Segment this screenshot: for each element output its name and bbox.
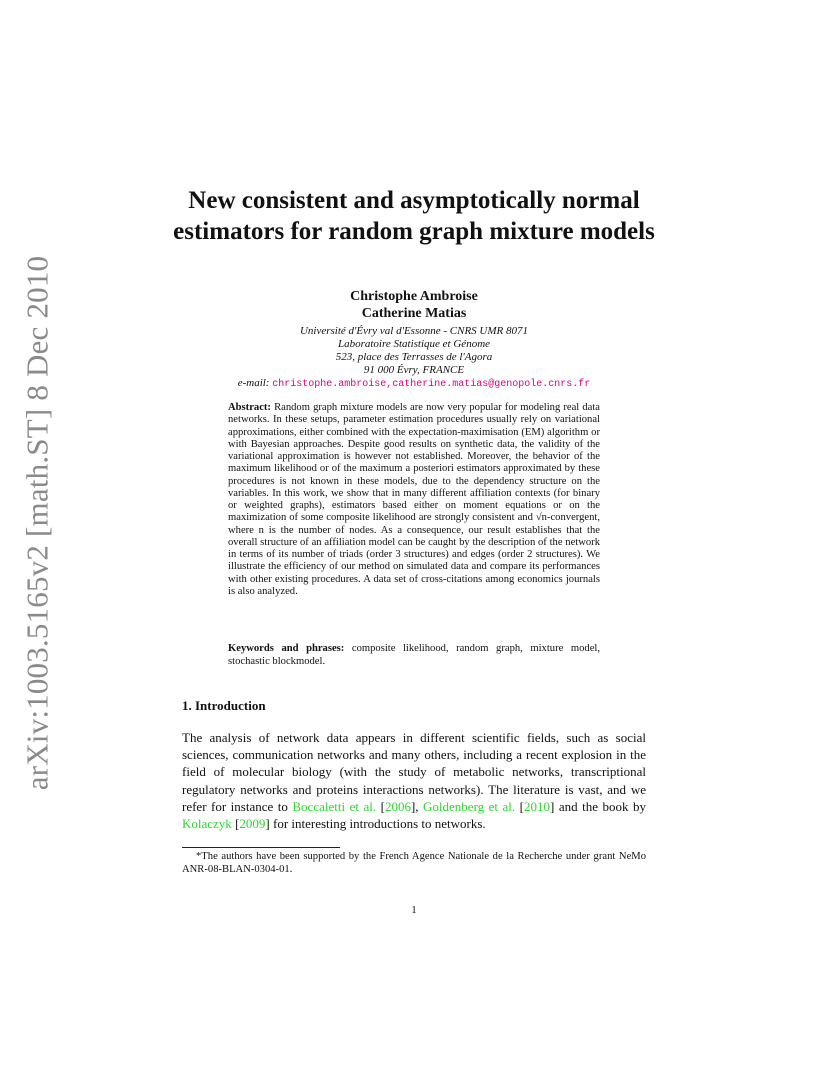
abstract-text: Random graph mixture models are now very popular for modeling real data networks. In these setups, parameter estimation procedures usually rely on variational approximations, either combined with the expectation-maximisation (EM) algorithm or with Bayesian approaches. Despite good results on synthetic data, the validity of the variational approximation is however not established. Moreover, the behavior of the maximum likelihood or of the maximum a posteriori estimators approximated by these procedures is not known in these models, due to the dependency structure on the variables. In this work, we show that in many different affiliation contexts (for binary or weighted graphs), estimators based either on moment equations or on the maximization of some composite likelihood are strongly consistent and xyxy=(228,402,600,524)
affiliation-line: Université d'Évry val d'Essonne - CNRS UMR 8071 xyxy=(299,325,529,337)
footnote-rule xyxy=(182,847,340,848)
affiliation xyxy=(150,325,678,377)
citation-year-link[interactable]: 2009 xyxy=(239,816,266,832)
email-link[interactable]: christophe.ambroise,catherine.matias@genopole.cnrs.fr xyxy=(272,379,591,390)
author-list xyxy=(150,288,678,322)
citation-year-link[interactable]: 2010 xyxy=(524,798,551,814)
email-line xyxy=(150,377,678,391)
page-number: 1 xyxy=(411,904,417,916)
citation-link[interactable]: Boccaletti et al. xyxy=(292,798,377,814)
abstract xyxy=(228,402,600,598)
author-name: Catherine Matias xyxy=(361,306,467,321)
arxiv-stamp xyxy=(19,255,55,790)
sqrt-n-math: √n xyxy=(535,512,547,524)
paper-title: New consistent and asymptotically normal estimators for random graph mixture models xyxy=(173,187,655,245)
footnote: *The authors have been supported by the French Agence Nationale de la Recherche under grant NeMo ANR-08-BLAN-0304-01. xyxy=(182,851,646,875)
keywords xyxy=(228,643,600,668)
intro-paragraph: The analysis of network data appears in different scientific fields, such as social sciences, communication networks and many others, including a recent explosion in the field of molecular biology (with the study of metabolic networks, transcriptional regulatory networks and proteins interactions networks). The literature is vast, and we refer for instance to Boccaletti et al. [2006], Goldenberg et al. [2010] and the book by Kolaczyk [2009] for interesting introductions to networks. xyxy=(182,730,646,832)
abstract-label: Abstract: xyxy=(228,402,271,413)
intro-text: The analysis of network data appears in different scientific fields, such as social sciences, communication networks and many others, including a recent explosion in the field of molecular biology (with the study of metabolic networks, transcriptional regulatory networks and proteins interactions networks). The literature is vast, and we refer for instance to xyxy=(182,730,646,814)
intro-text: and the book by xyxy=(554,798,646,814)
author-name: Christophe Ambroise xyxy=(350,289,478,304)
affiliation-line: 91 000 Évry, FRANCE xyxy=(363,364,465,376)
intro-text: for interesting introductions to networks. xyxy=(269,816,486,832)
affiliation-line: Laboratoire Statistique et Génome xyxy=(337,338,491,350)
section-heading: 1. Introduction xyxy=(182,698,266,713)
arxiv-id: arXiv:1003.5165v2 [math.ST] 8 Dec 2010 xyxy=(19,255,55,790)
citation-link[interactable]: Goldenberg et al. xyxy=(423,798,516,814)
keywords-text: composite likelihood, random graph, mixture model, stochastic blockmodel. xyxy=(228,643,600,667)
email-label: e-mail: xyxy=(237,377,270,389)
citation-year-link[interactable]: 2006 xyxy=(384,798,411,814)
affiliation-line: 523, place des Terrasses de l'Agora xyxy=(335,351,493,363)
keywords-label: Keywords and phrases: xyxy=(228,643,345,654)
citation-link[interactable]: Kolaczyk xyxy=(182,816,232,832)
abstract-text-cont: -convergent, where n is the number of nodes. As a consequence, our result establishes that the overall structure of an affiliation model can be caught by the description of the network in terms of its number of triads (order 3 structures) and edges (order 2 structures). We illustrate the efficiency of our method on simulated data and compare its performances with other existing procedures. A data set of cross-citations among economics journals is also analyzed. xyxy=(228,512,600,597)
citation-separator: , xyxy=(415,798,424,814)
